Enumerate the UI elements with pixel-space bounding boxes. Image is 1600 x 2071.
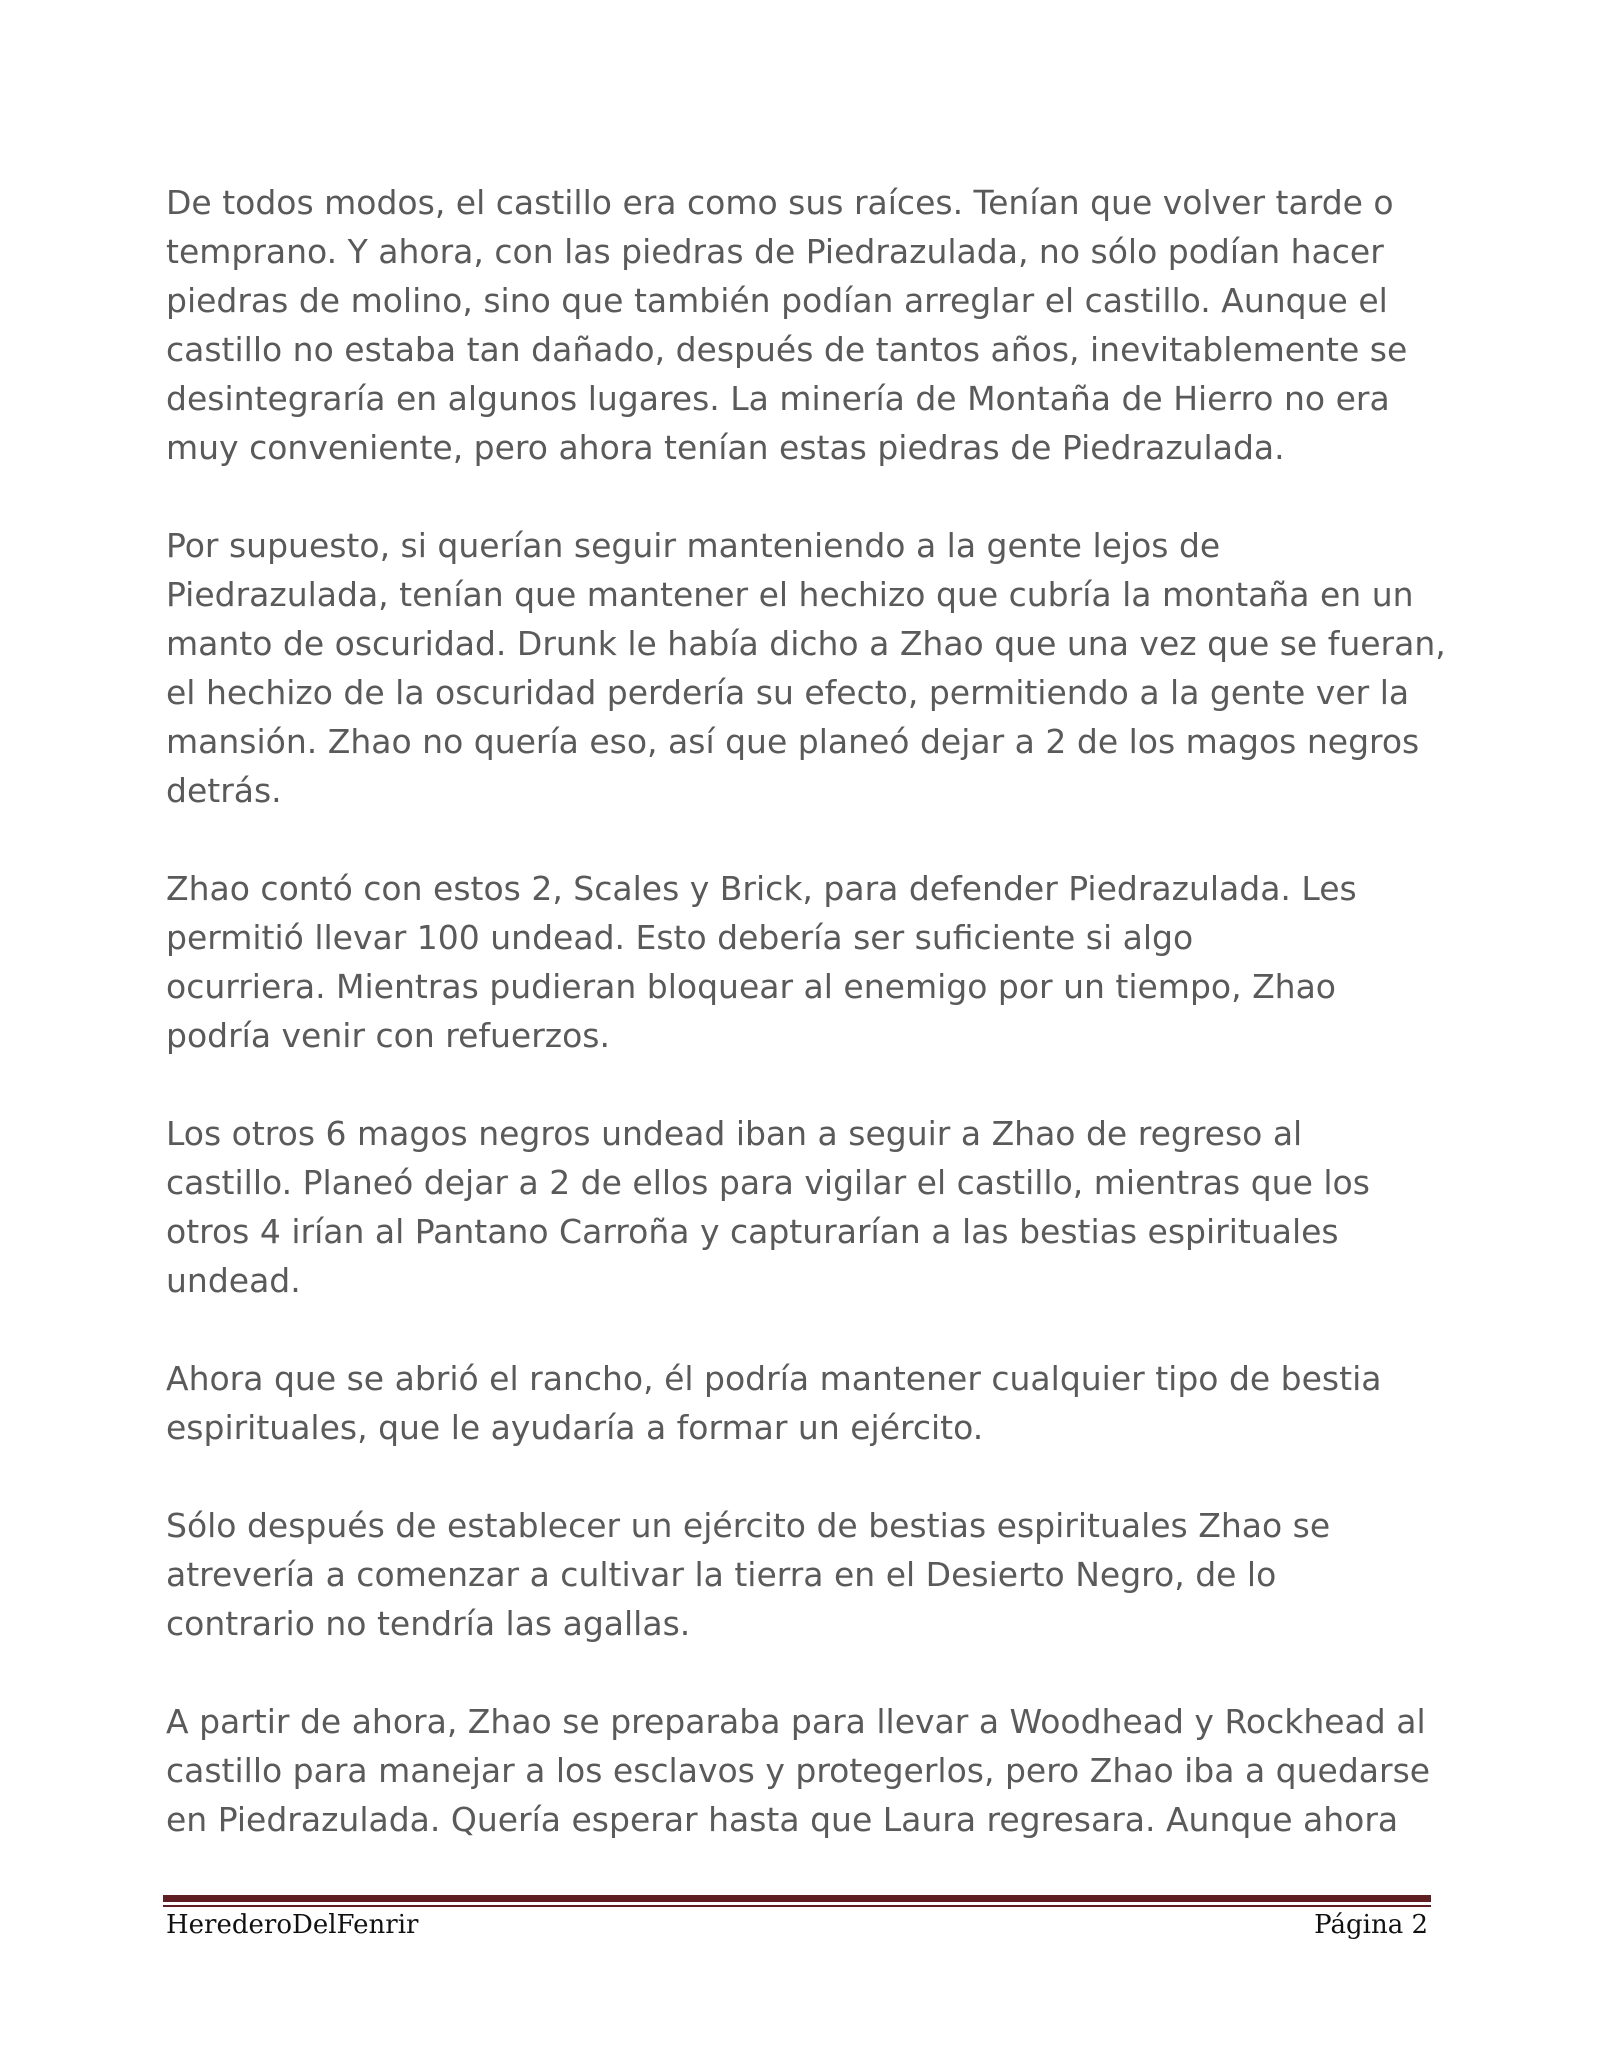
text-line: contrario no tendría las agallas. [166,1604,691,1643]
text-line: Piedrazulada, tenían que mantener el hechizo que cubría la montaña en un [166,575,1414,614]
footer-divider-thick [163,1895,1431,1902]
text-line: De todos modos, el castillo era como sus raíces. Tenían que volver tarde o [166,183,1394,222]
text-line: Sólo después de establecer un ejército de bestias espirituales Zhao se [166,1506,1331,1545]
page-number: Página 2 [1314,1910,1428,1940]
text-line: castillo para manejar a los esclavos y protegerlos, pero Zhao iba a quedarse [166,1751,1431,1790]
text-line: temprano. Y ahora, con las piedras de Piedrazulada, no sólo podían hacer [166,232,1384,271]
text-line: Por supuesto, si querían seguir manteniendo a la gente lejos de [166,526,1221,565]
paragraph-7 [166,1697,1456,1844]
text-line: A partir de ahora, Zhao se preparaba para llevar a Woodhead y Rockhead al [166,1702,1426,1741]
text-line: detrás. [166,771,282,810]
text-line: castillo no estaba tan dañado, después de tantos años, inevitablemente se [166,330,1408,369]
text-line: ocurriera. Mientras pudieran bloquear al enemigo por un tiempo, Zhao [166,967,1337,1006]
text-line: mansión. Zhao no quería eso, así que planeó dejar a 2 de los magos negros [166,722,1420,761]
text-line: atrevería a comenzar a cultivar la tierra en el Desierto Negro, de lo [166,1555,1277,1594]
text-line: piedras de molino, sino que también podían arreglar el castillo. Aunque el [166,281,1388,320]
footer-divider-thin [163,1905,1431,1907]
text-line: castillo. Planeó dejar a 2 de ellos para vigilar el castillo, mientras que los [166,1163,1370,1202]
page-footer [166,1910,1428,1950]
text-line: Zhao contó con estos 2, Scales y Brick, para defender Piedrazulada. Les [166,869,1357,908]
paragraph-4 [166,1109,1456,1305]
paragraph-1 [166,178,1456,472]
text-line: manto de oscuridad. Drunk le había dicho a Zhao que una vez que se fueran, [166,624,1446,663]
text-line: desintegraría en algunos lugares. La minería de Montaña de Hierro no era [166,379,1390,418]
text-line: Los otros 6 magos negros undead iban a seguir a Zhao de regreso al [166,1114,1303,1153]
page-body [166,178,1456,1893]
text-line: podría venir con refuerzos. [166,1016,610,1055]
text-line: muy conveniente, pero ahora tenían estas piedras de Piedrazulada. [166,428,1285,467]
footer-author: HerederoDelFenrir [166,1910,419,1940]
text-line: Ahora que se abrió el rancho, él podría mantener cualquier tipo de bestia [166,1359,1382,1398]
text-line: espirituales, que le ayudaría a formar un ejército. [166,1408,984,1447]
text-line: en Piedrazulada. Quería esperar hasta que Laura regresara. Aunque ahora [166,1800,1399,1839]
paragraph-5 [166,1354,1456,1452]
text-line: otros 4 irían al Pantano Carroña y capturarían a las bestias espirituales [166,1212,1339,1251]
text-line: el hechizo de la oscuridad perdería su efecto, permitiendo a la gente ver la [166,673,1410,712]
text-line: undead. [166,1261,301,1300]
paragraph-2 [166,521,1456,815]
paragraph-6 [166,1501,1456,1648]
text-line: permitió llevar 100 undead. Esto debería ser suficiente si algo [166,918,1194,957]
paragraph-3 [166,864,1456,1060]
